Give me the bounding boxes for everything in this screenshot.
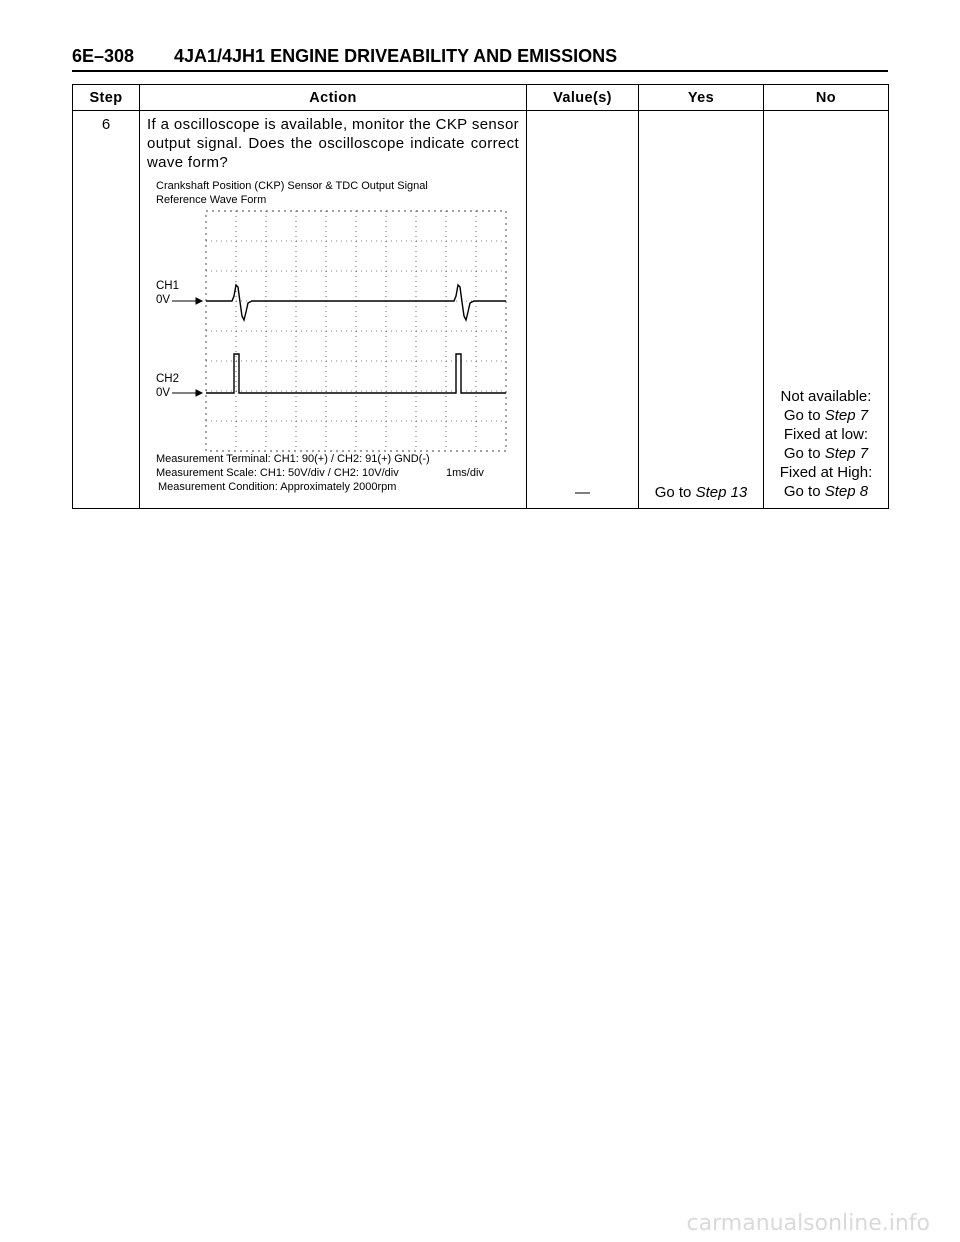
no-condition-2: Fixed at low: [783,426,869,443]
no-step-link-2[interactable]: Step 7 [824,445,869,462]
no-step-link-1[interactable]: Step 7 [824,407,869,424]
value-text: — [575,484,590,501]
yes-step-link[interactable]: Step 13 [695,484,748,501]
col-no: No [764,85,889,111]
page-number: 6E–308 [72,46,135,66]
ch2-label: CH2 [156,373,180,385]
diagnostic-table [72,84,889,509]
measurement-condition: Measurement Condition: Approximately 2000rpm [158,481,397,493]
timebase: 1ms/div [446,467,484,479]
scope-screen [206,211,506,451]
page-header [72,44,888,72]
ch2-zero-label: 0V [156,387,171,399]
no-cell [764,111,889,509]
yes-goto-prefix: Go to [654,484,696,501]
watermark: carmanualsonline.info [686,1211,930,1236]
action-cell [140,111,527,509]
value-cell [527,111,639,509]
yes-goto [639,484,763,501]
yes-cell [639,111,764,509]
col-values: Value(s) [527,85,639,111]
no-goto-3: Go to Step 8 [783,483,869,500]
measurement-scale: Measurement Scale: CH1: 50V/div / CH2: 10V/div [156,467,399,479]
section-title: 4JA1/4JH1 ENGINE DRIVEABILITY AND EMISSIONS [174,46,618,66]
no-condition-1: Not available: [780,388,872,405]
step-cell [73,111,140,509]
ch2-arrow-head [196,390,202,396]
table-row [73,111,889,509]
no-goto-list [764,387,888,501]
scope-grid [206,211,506,451]
no-condition-3: Fixed at High: [779,464,873,481]
col-yes: Yes [639,85,764,111]
no-goto-2: Go to Step 7 [783,445,869,462]
oscilloscope-figure [140,174,526,508]
waveform-diagram [140,174,524,504]
col-step: Step [73,85,140,111]
table-header-row [73,85,889,111]
ch1-label: CH1 [156,280,180,292]
measurement-terminal: Measurement Terminal: CH1: 90(+) / CH2: 91(+) GND(-) [156,453,430,465]
scope-title-1: Crankshaft Position (CKP) Sensor & TDC Output Signal [156,180,428,192]
col-action: Action [140,85,527,111]
ch2-trace [206,354,506,393]
ch1-arrow-head [196,298,202,304]
scope-title-2: Reference Wave Form [156,194,267,206]
step-number: 6 [101,116,111,133]
ch1-trace [206,285,506,320]
no-goto-1: Go to Step 7 [783,407,869,424]
ch1-zero-label: 0V [156,294,171,306]
action-text: If a oscilloscope is available, monitor the CKP sensor output signal. Does the oscilloscope indicate correct wave form? [147,116,519,171]
no-step-link-3[interactable]: Step 8 [824,483,869,500]
